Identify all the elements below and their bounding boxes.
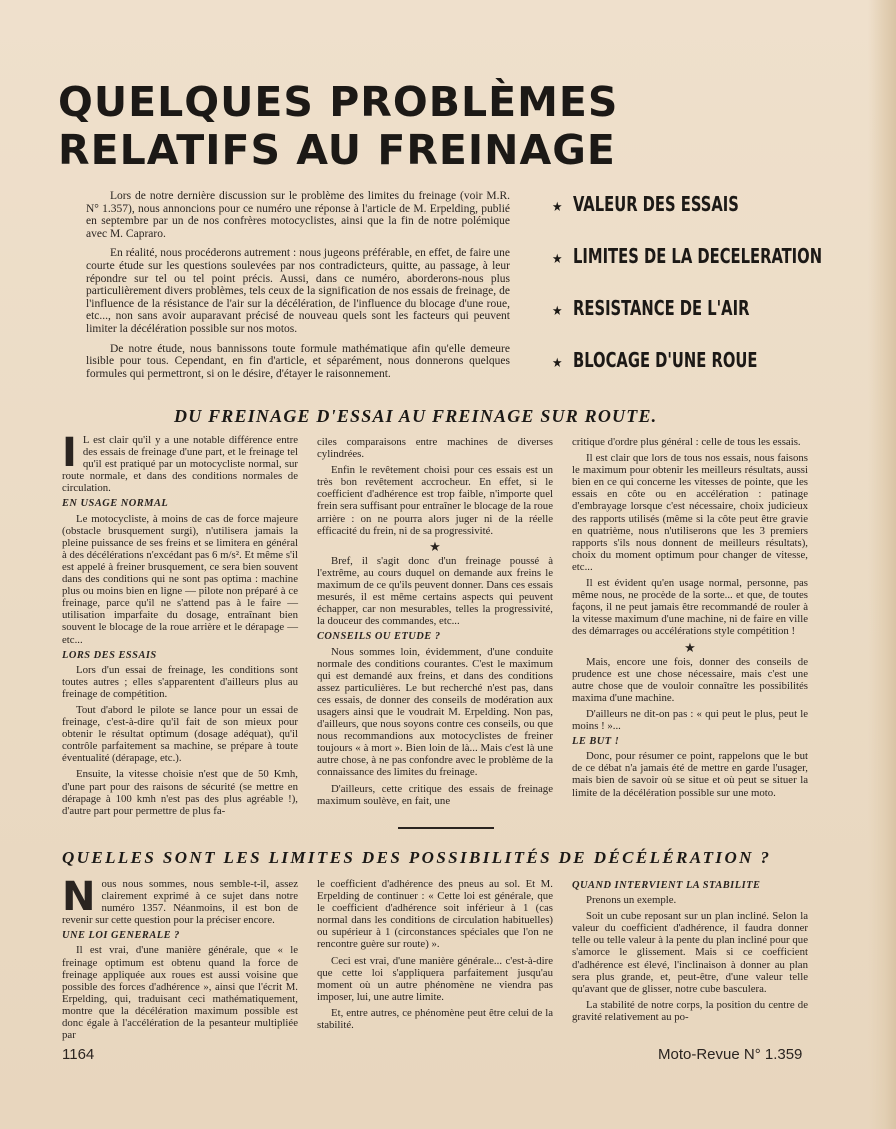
- paragraph-text: L est clair qu'il y a une notable différence entre des essais de freinage d'une part, et le freinage tel qu'il est pratiqué par un motocycliste normal, sur route normale, et dans des conditions normales de circulation.: [62, 434, 298, 495]
- star-icon: ★: [684, 639, 696, 655]
- paragraph: Nous sommes loin, évidemment, d'une conduite normale des conditions courantes. C'est le maximum qui est demandé aux freins, et dans des conditions assez particulières. Le but recherché n'est pas, dans ces essais, de donner des conseils de modération aux usagers ainsi que le voudrait M. Erpelding. Non pas, d'ailleurs, que nous soyons contre ces conseils, ou que nous recommandions aux motocyclistes de freiner toujours « à mort ». Bien loin de là... Mais c'est là une autre chose, à ne pas confondre avec le problème de la connaissance des limites du freinage.: [317, 645, 553, 779]
- paragraph: Enfin le revêtement choisi pour ces essais est un très bon revêtement accrocheur. En effet, si le coefficient d'adhérence est trop faible, n'importe quel frein sera suffisant pour entraîner le blocage de la roue arrière : on ne pourra alors juger ni de la réelle efficacité du frein, ni de sa progressivité.: [317, 464, 553, 537]
- paragraph: Prenons un exemple.: [586, 894, 677, 907]
- subheading: EN USAGE NORMAL: [62, 498, 169, 510]
- topic-item: [552, 348, 852, 400]
- magazine-issue: Moto-Revue N° 1.359: [658, 1046, 803, 1063]
- paragraph: D'ailleurs, cette critique des essais de freinage maximum soulève, en fait, une: [317, 782, 553, 807]
- paragraph: le coefficient d'adhérence des pneus au sol. Et M. Erpelding de continuer : « Cette loi est générale, que le coefficient d'adhérence soit inférieur à 1 (cas normal dans les conditions de circulation habituelles) ou supérieur à 1 (circonstances spéciales que l'on ne rencontre guère sur route) ».: [317, 878, 553, 951]
- topic-label: BLOCAGE D'UNE ROUE: [572, 348, 757, 372]
- section-divider: [398, 827, 494, 829]
- section2-column-1: [62, 874, 298, 1045]
- paragraph: Donc, pour résumer ce point, rappelons que le but de ce débat n'a jamais été de mettre en garde l'usager, mais bien de savoir où se situe et où peut se situer la limite de la décélération possible sur une moto.: [572, 750, 808, 799]
- intro-block: [86, 190, 510, 387]
- intro-paragraph: En réalité, nous procéderons autrement : nous jugeons préférable, en effet, de faire une courte étude sur les questions soulevées par nos contradicteurs, quitte, au passage, à leur répondre sur tel ou tel point précis. Aussi, dans ce numéro, aborderons-nous plus particulièrement divers problèmes, tels ceux de la signification de nos essais de freinage, de l'influence de la résistance de l'air sur la décélération, de l'influence du blocage d'une roue, etc..., non sans avoir auparavant précisé de nouveau quels sont les facteurs qui peuvent limiter la décélération possible sur nos motos.: [86, 247, 510, 335]
- star-icon: ★: [552, 200, 563, 215]
- paragraph: Il est vrai, d'une manière générale, que « le freinage optimum est obtenu quand la force de freinage appliquée aux roues est aussi voisine que possible des forces d'adhérence », ainsi que l'écrit M. Erpelding, qui, traduisant ceci mathématiquement, montre que la décélération maximum possible est donc égale à l'accélération de la pesanteur multipliée par: [62, 944, 298, 1042]
- article-title: QUELQUES PROBLÈMES RELATIFS AU FREINAGE: [58, 78, 619, 174]
- page-number: 1164: [62, 1046, 95, 1063]
- paragraph: critique d'ordre plus général : celle de tous les essais.: [572, 436, 801, 448]
- paragraph: Tout d'abord le pilote se lance pour un essai de freinage, c'est-à-dire qu'il fait de son mieux pour obtenir le résultat optimum (dosage adéquat), qu'il contrôle parfaitement sa machine, se prépare à toute éventualité (dérapage, etc.).: [62, 703, 298, 765]
- topic-label: VALEUR DES ESSAIS: [572, 192, 739, 216]
- paragraph: ciles comparaisons entre machines de diverses cylindrées.: [317, 436, 553, 461]
- subheading: LORS DES ESSAIS: [62, 649, 157, 661]
- topic-label: RESISTANCE DE L'AIR: [572, 296, 749, 320]
- paragraph: Mais, encore une fois, donner des conseils de prudence est une chose nécessaire, mais c'est une autre chose que de vouloir connaître les possibilités maxima d'une machine.: [572, 655, 808, 704]
- paragraph: Ceci est vrai, d'une manière générale... c'est-à-dire que cette loi s'appliquera parfaitement jusqu'au moment où un autre phénomène ne viendra pas imposer, lui, une autre limite.: [317, 954, 553, 1003]
- topic-item: [552, 244, 852, 296]
- intro-paragraph: De notre étude, nous bannissons toute formule mathématique afin qu'elle demeure lisible pour tous. Cependant, en fin d'article, et séparément, nous donnerons quelques formules qui permettront, si on le désire, d'étayer le raisonnement.: [86, 342, 510, 380]
- section2-column-3: [572, 878, 808, 1027]
- subheading: LE BUT !: [572, 736, 620, 748]
- paragraph: Il est évident qu'en usage normal, personne, pas même nous, ne procède de la sorte... et que, de toutes façons, il ne peut jamais être recommandé de rouler à la vitesse maximum d'une machine, ni de faire en ville des démarrages ou accélérations style compétition !: [572, 577, 808, 638]
- subheading: QUAND INTERVIENT LA STABILITE: [572, 880, 761, 891]
- section2-column-2: [317, 878, 553, 1035]
- paragraph: Le motocycliste, à moins de cas de force majeure (obstacle brusquement surgi), n'utilisera jamais la pleine puissance de ses freins et se limitera en général à des décélérations n'excédant pas 6 m/s². Et même s'il est appelé à freiner brusquement, ce sera bien souvent dans des conditions qui ne sont pas optima : machine plus ou moins bien en ligne — pilote non préparé à ce freinage, parce qu'il ne s'attend pas à le faire — utilisation imparfaite du dosage, entraînant bien souvent le blocage de la roue arrière et le dérapage — etc...: [62, 512, 298, 646]
- star-icon: ★: [552, 252, 563, 267]
- section-heading: QUELLES SONT LES LIMITES DES POSSIBILITÉS DE DÉCÉLÉRATION ?: [62, 848, 772, 867]
- star-icon: ★: [552, 304, 563, 319]
- section-heading: DU FREINAGE D'ESSAI AU FREINAGE SUR ROUTE.: [174, 406, 658, 426]
- paragraph: D'ailleurs ne dit-on pas : « qui peut le plus, peut le moins ! »...: [572, 707, 808, 733]
- drop-cap: I: [62, 430, 77, 476]
- paragraph: Et, entre autres, ce phénomène peut être celui de la stabilité.: [317, 1006, 553, 1032]
- paragraph: Il est clair que lors de tous nos essais, nous faisons le maximum pour obtenir les meilleurs résultats, aussi bien en ce qui concerne les vitesses de pointe, que les essais en côte ou en accélération : patinage d'embrayage lorsque c'est nécessaire, choix judicieux des rapports utilisés (même si la côte peut être gravie en quatrième, nous n'utiliserons que les 3 premiers rapports s'ils nous donnent de meilleurs résultats), choix du moment optimum pour changer de vitesse, etc...: [572, 452, 808, 573]
- star-icon: ★: [429, 538, 441, 554]
- topic-item: [552, 192, 852, 244]
- drop-cap: N: [62, 874, 96, 920]
- intro-paragraph: Lors de notre dernière discussion sur le problème des limites du freinage (voir M.R. N° 1.357), nous annoncions pour ce numéro une réponse à l'article de M. Erpelding, publié en septembre par un de nos confrères motocyclistes, ainsi que la fin de notre polémique avec M. Capraro.: [86, 190, 510, 240]
- topics-list: [552, 192, 852, 400]
- subheading: UNE LOI GENERALE ?: [62, 930, 180, 942]
- star-icon: ★: [552, 356, 563, 371]
- paragraph: Lors d'un essai de freinage, les conditions sont toutes autres ; elles s'apparentent d'ailleurs plus au freinage de compétition.: [62, 663, 298, 700]
- topic-label: LIMITES DE LA DECELERATION: [572, 244, 822, 268]
- subheading: CONSEILS OU ETUDE ?: [317, 631, 441, 643]
- page-edge-shadow: [868, 0, 896, 1129]
- paragraph: Soit un cube reposant sur un plan incliné. Selon la valeur du coefficient d'adhérence, il faudra donner telle ou telle valeur à la pente du plan incliné pour que s'amorce le glissement. Mais si ce coefficient d'adhérence est élevé, l'inclinaison à donner au plan sera plus grande, et, peut-être, d'une valeur telle qu'avant que de glisser, notre cube basculera.: [572, 910, 808, 995]
- section1-column-2: [317, 436, 553, 811]
- paragraph: Bref, il s'agit donc d'un freinage poussé à l'extrême, au cours duquel on demande aux freins le maximum de ce qu'ils peuvent donner. Dans ces essais mesurés, il est même certains aspects qui peuvent échapper, car non mesurables, telles la progressivité, la douceur des commandes, etc...: [317, 554, 553, 628]
- paragraph: [62, 430, 298, 495]
- paragraph: La stabilité de notre corps, la position du centre de gravité relativement au po-: [572, 998, 808, 1023]
- paragraph-text: ous nous sommes, nous semble-t-il, assez clairement exprimé à ce sujet dans notre numéro 1357. Néanmoins, il est bon de revenir sur cette question pour la préciser encore.: [62, 878, 298, 927]
- paragraph: Ensuite, la vitesse choisie n'est que de 50 Kmh, d'une part pour des raisons de sécurité (se mettre en dérapage à 100 kmh n'est pas des plus agréable !), d'autre part pour permettre de plus fa-: [62, 768, 298, 817]
- section1-column-3: [572, 436, 808, 803]
- section1-column-1: [62, 430, 298, 821]
- paragraph: [62, 874, 298, 927]
- topic-item: [552, 296, 852, 348]
